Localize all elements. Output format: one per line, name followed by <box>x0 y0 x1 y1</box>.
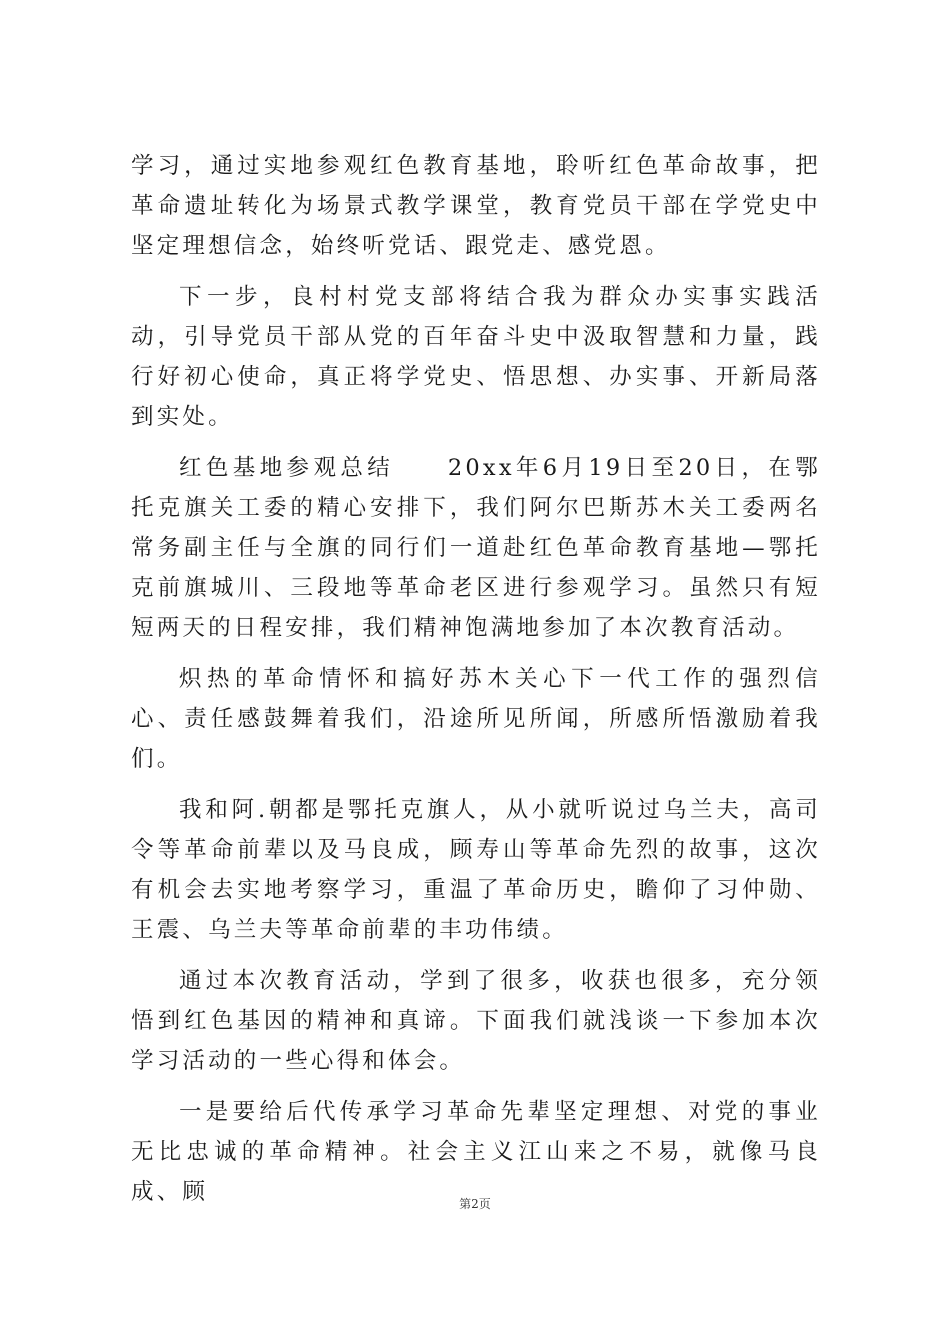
page-number: 第2页 <box>459 1197 491 1211</box>
paragraph-next-step: 下一步，良村村党支部将结合我为群众办实事实践活动，引导党员干部从党的百年奋斗史中汲取智慧和力量，践行好初心使命，真正将学党史、悟思想、办实事、开新局落到实处。 <box>131 284 821 430</box>
paragraph-continuation: 学习，通过实地参观红色教育基地，聆听红色革命故事，把革命遗址转化为场景式教学课堂，教育党员干部在学党史中坚定理想信念，始终听党话、跟党走、感党恩。 <box>131 153 821 259</box>
paragraph-learning: 通过本次教育活动，学到了很多，收获也很多，充分领悟到红色基因的精神和真谛。下面我们就浅谈一下参加本次学习活动的一些心得和体会。 <box>131 968 821 1074</box>
paragraph-background: 我和阿.朝都是鄂托克旗人，从小就听说过乌兰夫，高司令等革命前辈以及马良成，顾寿山等革命先烈的故事，这次有机会去实地考察学习，重温了革命历史，瞻仰了习仲勋、王震、乌兰夫等革命前辈的丰功伟绩。 <box>131 797 821 943</box>
document-body <box>131 146 821 1223</box>
paragraph-feelings: 炽热的革命情怀和搞好苏木关心下一代工作的强烈信心、责任感鼓舞着我们，沿途所见所闻，所感所悟激励着我们。 <box>131 666 821 772</box>
paragraph-point-one: 一是要给后代传承学习革命先辈坚定理想、对党的事业无比忠诚的革命精神。社会主义江山来之不易，就像马良成、顾 <box>131 1099 821 1205</box>
paragraph-summary-intro: 红色基地参观总结 20xx年6月19日至20日，在鄂托克旗关工委的精心安排下，我们阿尔巴斯苏木关工委两名常务副主任与全旗的同行们一道赴红色革命教育基地—鄂托克前旗城川、三段地等革命老区进行参观学习。虽然只有短短两天的日程安排，我们精神饱满地参加了本次教育活动。 <box>131 455 821 641</box>
